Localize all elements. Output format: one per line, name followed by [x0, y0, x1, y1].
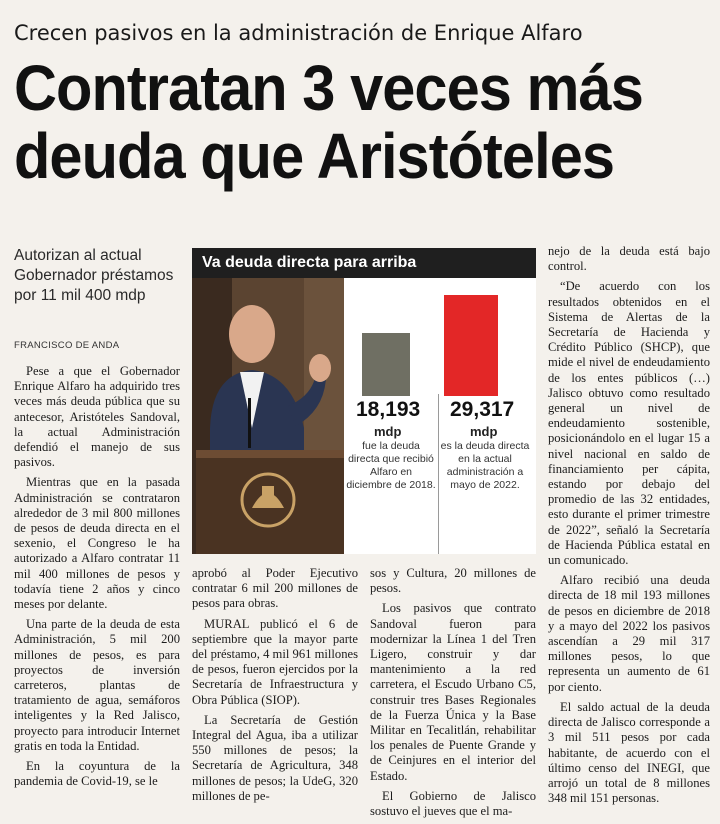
body-paragraph: El Gobierno de Jalisco sostuvo el jueves que el ma-	[370, 788, 536, 819]
bar-2018	[362, 333, 410, 396]
body-paragraph: Mientras que en la pasada Administración se contrataron alrededor de 3 mil 800 millones de pesos de deuda directa en el sexenio, el Congreso le ha autorizado a Alfaro contratar 11 mil 400 millones de pesos y todavía tiene 2 años y cinco meses por delante.	[14, 475, 180, 612]
body-paragraph: “De acuerdo con los resultados obtenidos en el Sistema de Alertas de la Secretaría de Hacienda y Crédito Público (SHCP), que mide el nivel de endeudamiento de los entes públicos (…) Jalisco obtuvo como resultado general un nivel de endeudamiento sostenible, posicionándolo en el lugar 15 a nivel nacional en saldo de financiamiento per cápita, estando por debajo del promedio de las 32 entidades, esto durante el primer trimestre de 2022”, señaló la Secretaría de Hacienda Pública estatal en un comunicado.	[548, 279, 710, 568]
body-paragraph: La Secretaría de Gestión Integral del Agua, iba a utilizar 550 millones de pesos; la Secretaría de Agricultura, 348 millones de pesos; la UdeG, 320 millones de pe-	[192, 712, 358, 803]
body-paragraph: MURAL publicó el 6 de septiembre que la mayor parte del préstamo, 4 mil 961 millones de pesos, fueron ejercidos por la Secretaría de Infraestructura y Obra Pública (SIOP).	[192, 616, 358, 707]
body-column-1	[14, 364, 180, 794]
body-paragraph: El saldo actual de la deuda directa de Jalisco corresponde a 3 mil 511 pesos por cada habitante, de acuerdo con el último censo del INEGI, que arrojó un total de 8 millones 348 mil 151 personas.	[548, 699, 710, 806]
article-headline	[14, 54, 669, 190]
body-paragraph: Una parte de la deuda de esta Administración, 5 mil 200 millones de pesos, es para proyectos de inversión carreteros, plantas de tratamiento de agua, semáforos inteligentes y la Red Jalisco, proyecto para introducir Internet gratis en toda la Entidad.	[14, 617, 180, 753]
body-column-3	[370, 566, 536, 824]
headline-line-2: deuda que Aristóteles	[14, 120, 615, 192]
body-paragraph: nejo de la deuda está bajo control.	[548, 244, 710, 274]
bar-2022	[444, 295, 498, 396]
infographic-title-bar	[192, 248, 536, 278]
description-2022: es la deuda directa en la actual administración a mayo de 2022.	[440, 440, 530, 491]
debt-infographic	[192, 248, 536, 554]
infographic-chart-panel	[344, 278, 536, 554]
body-paragraph: Pese a que el Gobernador Enrique Alfaro ha adquirido tres veces más deuda pública que su antecesor, Aristóteles Sandoval, la actual Administración defendió el manejo de sus pasivos.	[14, 364, 180, 470]
amount-2022: 29,317	[450, 398, 515, 421]
headline-line-1: Contratan 3 veces más	[14, 52, 643, 124]
body-paragraph: sos y Cultura, 20 millones de pesos.	[370, 566, 536, 596]
article-kicker: Crecen pasivos en la administración de Enrique Alfaro	[14, 21, 583, 45]
article-byline: FRANCISCO DE ANDA	[14, 340, 120, 351]
unit-2022: mdp	[470, 424, 498, 439]
body-paragraph: Alfaro recibió una deuda directa de 18 mil 193 millones de pesos en diciembre de 2018 y a mayo del 2022 los pasivos ascendían a 29 mil 317 millones pesos, lo que representa un aumento de 61 por ciento.	[548, 573, 710, 694]
unit-2018: mdp	[374, 424, 402, 439]
infographic-title: Va deuda directa para arriba	[202, 254, 417, 271]
body-column-4	[548, 244, 710, 811]
governor-photo	[192, 278, 344, 554]
article-deck: Autorizan al actual Gobernador préstamos por 11 mil 400 mdp	[14, 247, 174, 304]
description-2018: fue la deuda directa que recibió Alfaro en diciembre de 2018.	[346, 440, 436, 491]
amount-2018: 18,193	[356, 398, 421, 421]
body-column-2	[192, 566, 358, 809]
panel-divider	[438, 394, 439, 554]
body-paragraph: En la coyuntura de la pandemia de Covid-19, se le	[14, 759, 180, 789]
body-paragraph: Los pasivos que contrato Sandoval fueron para modernizar la Línea 1 del Tren Ligero, construir y dar mantenimiento a la red carretera, el Escudo Urbano C5, construir tres Bases Regionales de la Fuerza Única y la Base Militar en Tecalitlán, rehabilitar los penales de Puente Grande y de Ceinjures en el interior del Estado.	[370, 601, 536, 783]
body-paragraph: aprobó al Poder Ejecutivo contratar 6 mil 200 millones de pesos para obras.	[192, 566, 358, 611]
